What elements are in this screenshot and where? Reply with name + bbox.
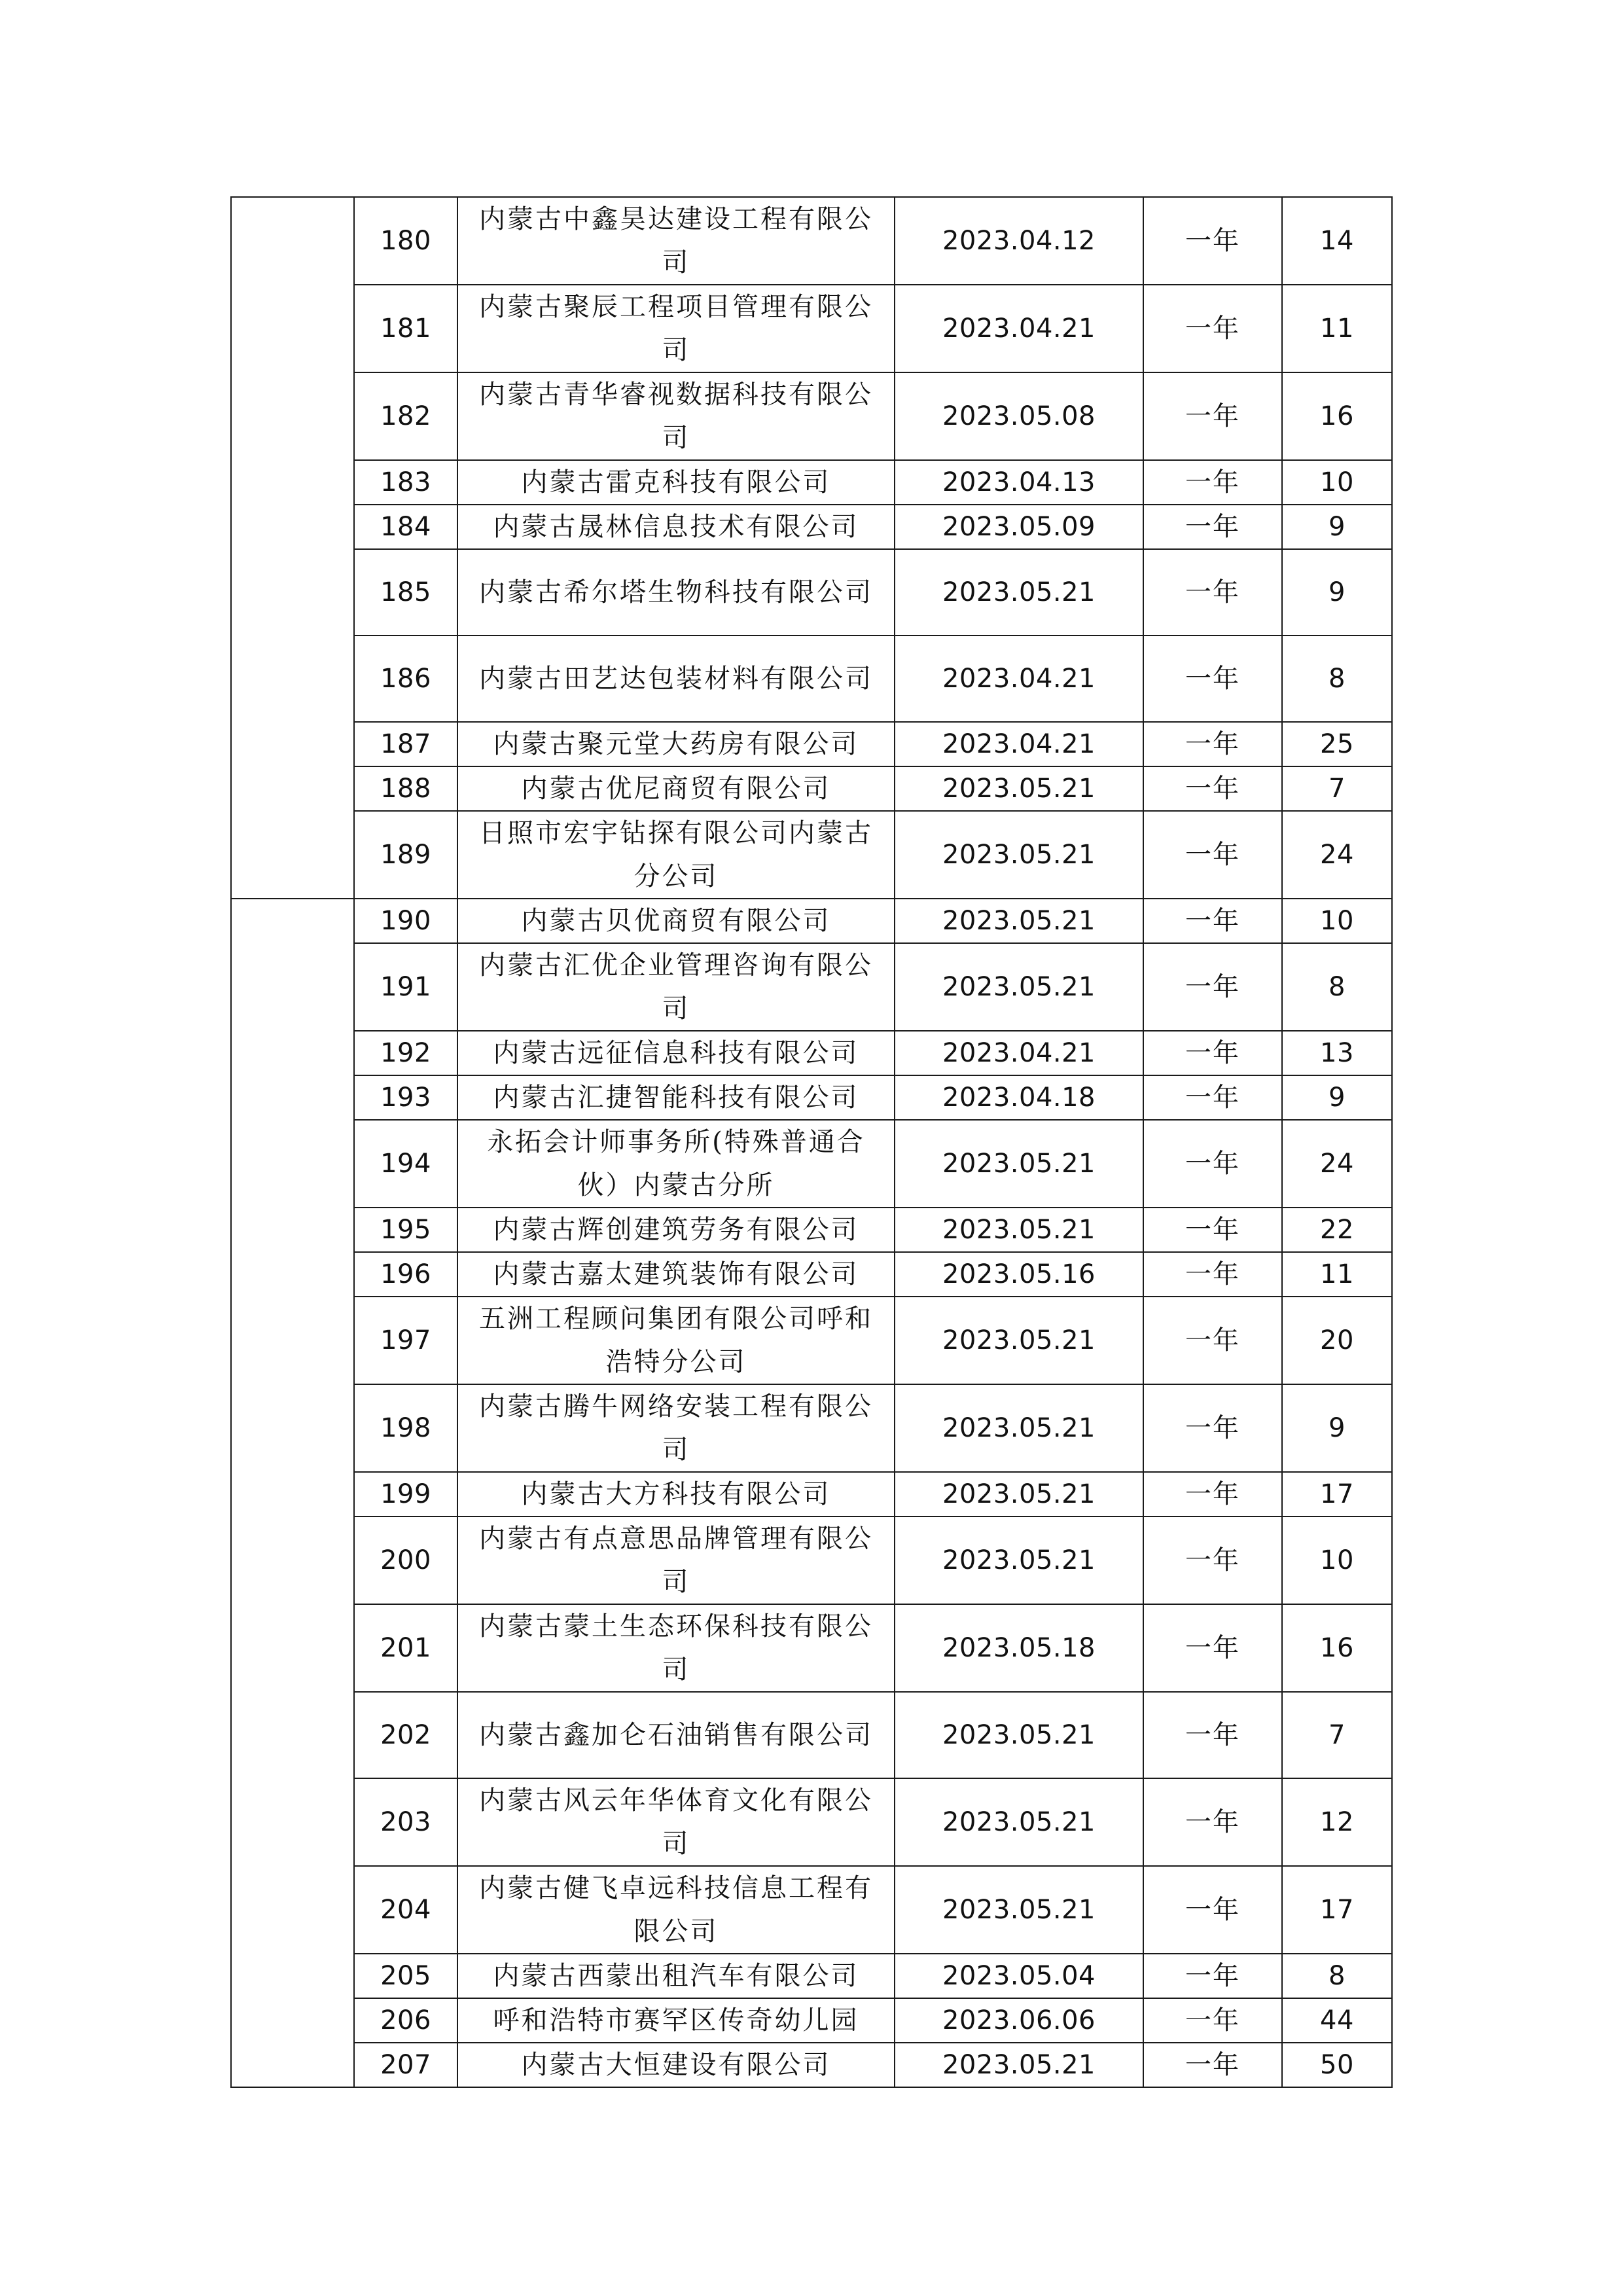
- table-row: [231, 1472, 1392, 1516]
- table-row: [231, 943, 1392, 1031]
- count-cell: 11: [1282, 1252, 1392, 1297]
- row-number: 182: [354, 372, 457, 460]
- count-cell: 7: [1282, 1692, 1392, 1778]
- count-cell: 10: [1282, 1516, 1392, 1604]
- company-name: 日照市宏宇钻探有限公司内蒙古分公司: [457, 811, 895, 899]
- date-cell: 2023.05.21: [895, 1692, 1143, 1778]
- count-cell: 24: [1282, 1120, 1392, 1208]
- period-cell: 一年: [1143, 372, 1282, 460]
- count-cell: 9: [1282, 549, 1392, 636]
- row-number: 205: [354, 1954, 457, 1998]
- period-cell: 一年: [1143, 1208, 1282, 1252]
- period-cell: 一年: [1143, 1384, 1282, 1472]
- table-row: [231, 1778, 1392, 1866]
- table-row: [231, 285, 1392, 372]
- table-row: [231, 505, 1392, 549]
- date-cell: 2023.05.21: [895, 1516, 1143, 1604]
- company-name: 五洲工程顾问集团有限公司呼和浩特分公司: [457, 1297, 895, 1384]
- count-cell: 22: [1282, 1208, 1392, 1252]
- company-name: 内蒙古腾牛网络安装工程有限公司: [457, 1384, 895, 1472]
- period-cell: 一年: [1143, 1778, 1282, 1866]
- row-number: 206: [354, 1998, 457, 2043]
- count-cell: 10: [1282, 460, 1392, 505]
- period-cell: 一年: [1143, 1692, 1282, 1778]
- period-cell: 一年: [1143, 1120, 1282, 1208]
- count-cell: 16: [1282, 1604, 1392, 1692]
- period-cell: 一年: [1143, 766, 1282, 811]
- company-name: 内蒙古嘉太建筑装饰有限公司: [457, 1252, 895, 1297]
- count-cell: 17: [1282, 1472, 1392, 1516]
- row-number: 192: [354, 1031, 457, 1075]
- period-cell: 一年: [1143, 1516, 1282, 1604]
- period-cell: 一年: [1143, 549, 1282, 636]
- period-cell: 一年: [1143, 1998, 1282, 2043]
- company-name: 永拓会计师事务所(特殊普通合伙）内蒙古分所: [457, 1120, 895, 1208]
- row-number: 183: [354, 460, 457, 505]
- company-name: 内蒙古优尼商贸有限公司: [457, 766, 895, 811]
- row-number: 185: [354, 549, 457, 636]
- count-cell: 24: [1282, 811, 1392, 899]
- date-cell: 2023.04.21: [895, 285, 1143, 372]
- date-cell: 2023.05.21: [895, 1120, 1143, 1208]
- period-cell: 一年: [1143, 197, 1282, 285]
- table-row: [231, 1516, 1392, 1604]
- table-row: [231, 766, 1392, 811]
- company-name: 内蒙古西蒙出租汽车有限公司: [457, 1954, 895, 1998]
- period-cell: 一年: [1143, 1472, 1282, 1516]
- date-cell: 2023.05.16: [895, 1252, 1143, 1297]
- date-cell: 2023.05.21: [895, 943, 1143, 1031]
- period-cell: 一年: [1143, 1252, 1282, 1297]
- row-number: 204: [354, 1866, 457, 1954]
- table-row: [231, 722, 1392, 766]
- table-row: [231, 1208, 1392, 1252]
- row-number: 196: [354, 1252, 457, 1297]
- period-cell: 一年: [1143, 2043, 1282, 2087]
- count-cell: 7: [1282, 766, 1392, 811]
- count-cell: 50: [1282, 2043, 1392, 2087]
- count-cell: 8: [1282, 943, 1392, 1031]
- date-cell: 2023.05.08: [895, 372, 1143, 460]
- row-number: 203: [354, 1778, 457, 1866]
- date-cell: 2023.04.21: [895, 636, 1143, 722]
- company-name: 内蒙古聚辰工程项目管理有限公司: [457, 285, 895, 372]
- row-number: 201: [354, 1604, 457, 1692]
- date-cell: 2023.06.06: [895, 1998, 1143, 2043]
- date-cell: 2023.05.21: [895, 1866, 1143, 1954]
- row-number: 186: [354, 636, 457, 722]
- row-number: 198: [354, 1384, 457, 1472]
- table-row: [231, 636, 1392, 722]
- count-cell: 8: [1282, 1954, 1392, 1998]
- table-row: [231, 460, 1392, 505]
- company-name: 内蒙古贝优商贸有限公司: [457, 899, 895, 943]
- count-cell: 10: [1282, 899, 1392, 943]
- table-row: [231, 811, 1392, 899]
- period-cell: 一年: [1143, 460, 1282, 505]
- date-cell: 2023.05.21: [895, 899, 1143, 943]
- company-name: 内蒙古蒙土生态环保科技有限公司: [457, 1604, 895, 1692]
- table-row: [231, 549, 1392, 636]
- table-row: [231, 1866, 1392, 1954]
- table-row: [231, 1954, 1392, 1998]
- count-cell: 9: [1282, 505, 1392, 549]
- company-name: 内蒙古中鑫昊达建设工程有限公司: [457, 197, 895, 285]
- period-cell: 一年: [1143, 1075, 1282, 1120]
- date-cell: 2023.05.21: [895, 1208, 1143, 1252]
- period-cell: 一年: [1143, 1297, 1282, 1384]
- count-cell: 13: [1282, 1031, 1392, 1075]
- date-cell: 2023.05.21: [895, 811, 1143, 899]
- row-number: 195: [354, 1208, 457, 1252]
- company-name: 内蒙古聚元堂大药房有限公司: [457, 722, 895, 766]
- row-number: 193: [354, 1075, 457, 1120]
- row-number: 197: [354, 1297, 457, 1384]
- date-cell: 2023.05.21: [895, 2043, 1143, 2087]
- table-row: [231, 1252, 1392, 1297]
- count-cell: 8: [1282, 636, 1392, 722]
- count-cell: 17: [1282, 1866, 1392, 1954]
- date-cell: 2023.05.21: [895, 1472, 1143, 1516]
- category-cell: [231, 899, 354, 2087]
- company-name: 内蒙古辉创建筑劳务有限公司: [457, 1208, 895, 1252]
- table-row: [231, 197, 1392, 285]
- date-cell: 2023.05.04: [895, 1954, 1143, 1998]
- count-cell: 12: [1282, 1778, 1392, 1866]
- row-number: 194: [354, 1120, 457, 1208]
- table-row: [231, 1075, 1392, 1120]
- date-cell: 2023.05.21: [895, 766, 1143, 811]
- row-number: 199: [354, 1472, 457, 1516]
- row-number: 189: [354, 811, 457, 899]
- date-cell: 2023.04.13: [895, 460, 1143, 505]
- period-cell: 一年: [1143, 899, 1282, 943]
- date-cell: 2023.05.21: [895, 1297, 1143, 1384]
- period-cell: 一年: [1143, 1031, 1282, 1075]
- company-name: 内蒙古大恒建设有限公司: [457, 2043, 895, 2087]
- company-name: 内蒙古希尔塔生物科技有限公司: [457, 549, 895, 636]
- company-name: 内蒙古晟林信息技术有限公司: [457, 505, 895, 549]
- company-name: 内蒙古鑫加仑石油销售有限公司: [457, 1692, 895, 1778]
- date-cell: 2023.04.21: [895, 722, 1143, 766]
- period-cell: 一年: [1143, 285, 1282, 372]
- period-cell: 一年: [1143, 505, 1282, 549]
- date-cell: 2023.04.12: [895, 197, 1143, 285]
- table-row: [231, 1604, 1392, 1692]
- date-cell: 2023.05.21: [895, 1778, 1143, 1866]
- count-cell: 44: [1282, 1998, 1392, 2043]
- date-cell: 2023.04.21: [895, 1031, 1143, 1075]
- table-row: [231, 372, 1392, 460]
- company-name: 内蒙古大方科技有限公司: [457, 1472, 895, 1516]
- table-row: [231, 1998, 1392, 2043]
- table-row: [231, 899, 1392, 943]
- company-name: 内蒙古汇捷智能科技有限公司: [457, 1075, 895, 1120]
- table-row: [231, 2043, 1392, 2087]
- count-cell: 11: [1282, 285, 1392, 372]
- row-number: 190: [354, 899, 457, 943]
- table-row: [231, 1692, 1392, 1778]
- table-row: [231, 1120, 1392, 1208]
- company-name: 内蒙古远征信息科技有限公司: [457, 1031, 895, 1075]
- company-name: 内蒙古健飞卓远科技信息工程有限公司: [457, 1866, 895, 1954]
- row-number: 187: [354, 722, 457, 766]
- table-row: [231, 1297, 1392, 1384]
- row-number: 202: [354, 1692, 457, 1778]
- count-cell: 20: [1282, 1297, 1392, 1384]
- date-cell: 2023.05.18: [895, 1604, 1143, 1692]
- company-name: 内蒙古青华睿视数据科技有限公司: [457, 372, 895, 460]
- date-cell: 2023.05.09: [895, 505, 1143, 549]
- period-cell: 一年: [1143, 636, 1282, 722]
- row-number: 191: [354, 943, 457, 1031]
- date-cell: 2023.04.18: [895, 1075, 1143, 1120]
- count-cell: 16: [1282, 372, 1392, 460]
- category-cell: [231, 197, 354, 899]
- row-number: 180: [354, 197, 457, 285]
- period-cell: 一年: [1143, 943, 1282, 1031]
- company-name: 内蒙古田艺达包装材料有限公司: [457, 636, 895, 722]
- company-name: 内蒙古风云年华体育文化有限公司: [457, 1778, 895, 1866]
- company-table: [230, 196, 1393, 2088]
- table-row: [231, 1384, 1392, 1472]
- count-cell: 14: [1282, 197, 1392, 285]
- company-name: 内蒙古有点意思品牌管理有限公司: [457, 1516, 895, 1604]
- period-cell: 一年: [1143, 1604, 1282, 1692]
- row-number: 181: [354, 285, 457, 372]
- row-number: 200: [354, 1516, 457, 1604]
- row-number: 184: [354, 505, 457, 549]
- date-cell: 2023.05.21: [895, 1384, 1143, 1472]
- period-cell: 一年: [1143, 1954, 1282, 1998]
- period-cell: 一年: [1143, 1866, 1282, 1954]
- company-name: 内蒙古雷克科技有限公司: [457, 460, 895, 505]
- count-cell: 9: [1282, 1384, 1392, 1472]
- count-cell: 25: [1282, 722, 1392, 766]
- date-cell: 2023.05.21: [895, 549, 1143, 636]
- period-cell: 一年: [1143, 811, 1282, 899]
- company-name: 呼和浩特市赛罕区传奇幼儿园: [457, 1998, 895, 2043]
- company-name: 内蒙古汇优企业管理咨询有限公司: [457, 943, 895, 1031]
- table-row: [231, 1031, 1392, 1075]
- period-cell: 一年: [1143, 722, 1282, 766]
- row-number: 188: [354, 766, 457, 811]
- count-cell: 9: [1282, 1075, 1392, 1120]
- row-number: 207: [354, 2043, 457, 2087]
